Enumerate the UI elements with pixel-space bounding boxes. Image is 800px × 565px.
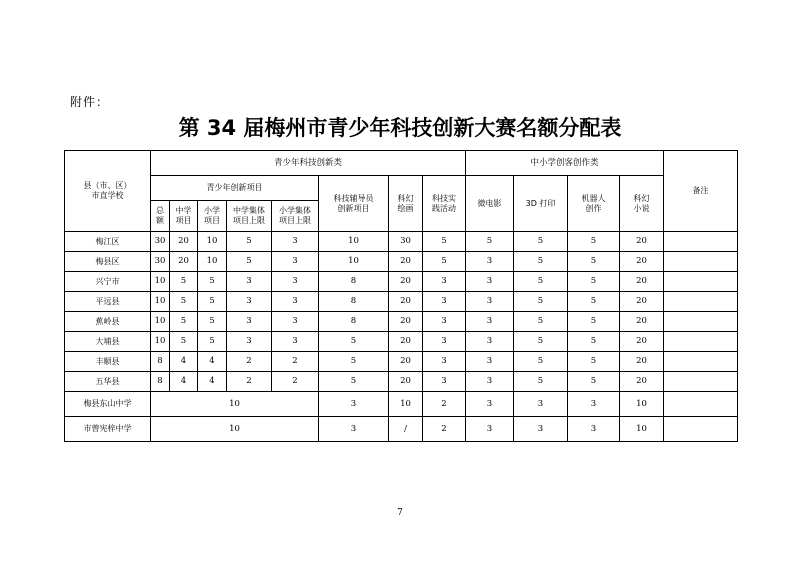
table-cell: 5 [466,232,514,252]
row-name-cell: 兴宁市 [65,272,151,292]
table-cell: 20 [620,232,664,252]
table-cell: 5 [198,312,227,332]
header-robot: 机器人 创作 [568,176,620,232]
table-cell: 30 [389,232,423,252]
table-cell: 3 [272,252,319,272]
table-cell: 20 [620,292,664,312]
row-name-cell: 梅江区 [65,232,151,252]
table-cell: 3 [466,252,514,272]
table-cell: 10 [151,272,170,292]
table-cell: 10 [151,312,170,332]
header-middle: 中学 项目 [170,201,198,232]
table-cell: 3 [227,312,272,332]
table-cell: 2 [227,352,272,372]
table-cell: 5 [170,312,198,332]
table-cell: 8 [319,272,389,292]
table-cell: 20 [389,372,423,392]
table-cell: 3 [272,272,319,292]
header-group-maker: 中小学创客创作类 [466,151,664,176]
table-cell: 10 [151,292,170,312]
table-cell: 3 [466,352,514,372]
table-cell: 3 [466,417,514,442]
table-cell: 5 [198,272,227,292]
table-cell: 20 [389,312,423,332]
table-cell: 20 [389,252,423,272]
header-primary: 小学 项目 [198,201,227,232]
table-cell: 3 [423,352,466,372]
table-cell: 5 [568,372,620,392]
table-cell: 3 [466,292,514,312]
page-title: 第 34 届梅州市青少年科技创新大赛名额分配表 [178,116,622,140]
table-cell [664,392,738,417]
table-cell: 5 [198,332,227,352]
table-cell: 8 [319,312,389,332]
table-cell: 5 [423,232,466,252]
header-county: 县（市、区） 市直学校 [65,151,151,232]
table-cell: 5 [170,272,198,292]
table-cell: 3 [227,332,272,352]
table-cell: 5 [227,252,272,272]
table-cell: 3 [272,332,319,352]
table-cell [664,417,738,442]
table-cell: 5 [568,332,620,352]
table-cell: / [389,417,423,442]
table-cell: 4 [170,352,198,372]
table-cell [664,312,738,332]
table-cell: 8 [151,352,170,372]
table-cell: 3 [423,372,466,392]
table-cell: 5 [568,272,620,292]
table-cell: 2 [227,372,272,392]
table-cell: 4 [198,372,227,392]
table-cell: 2 [423,392,466,417]
table-cell: 10 [151,332,170,352]
header-remarks: 备注 [664,151,738,232]
table-cell: 3 [272,312,319,332]
table-cell: 5 [423,252,466,272]
table-row [65,292,738,312]
table-cell: 10 [319,232,389,252]
row-name-cell: 丰顺县 [65,352,151,372]
table-cell: 20 [389,352,423,372]
table-cell: 20 [620,252,664,272]
table-cell: 20 [620,332,664,352]
table-cell: 5 [198,292,227,312]
header-primary-group: 小学集体 项目上限 [272,201,319,232]
table-cell: 3 [319,417,389,442]
table-cell: 5 [568,252,620,272]
table-cell: 20 [620,352,664,372]
table-cell: 3 [466,312,514,332]
table-cell: 5 [568,352,620,372]
table-cell: 4 [170,372,198,392]
table-cell: 3 [514,392,568,417]
page-number: 7 [397,508,403,518]
table-cell: 5 [568,232,620,252]
table-cell [664,232,738,252]
table-cell: 5 [319,352,389,372]
row-name-cell: 市曾宪梓中学 [65,417,151,442]
table-cell [664,332,738,352]
table-cell: 5 [170,332,198,352]
table-cell: 3 [423,332,466,352]
table-cell: 5 [568,292,620,312]
table-cell: 2 [272,372,319,392]
table-cell: 3 [466,332,514,352]
table-cell: 10 [319,252,389,272]
table-cell: 30 [151,252,170,272]
table-cell: 10 [198,252,227,272]
table-row [65,372,738,392]
table-cell: 5 [514,272,568,292]
table-body [65,232,738,392]
table-cell: 20 [620,272,664,292]
table-school-body [65,392,738,442]
header-micro-film: 微电影 [466,176,514,232]
table-cell: 5 [319,332,389,352]
attachment-label: 附件： [70,95,110,109]
table-cell: 4 [198,352,227,372]
table-row [65,232,738,252]
table-cell [664,352,738,372]
table-cell: 20 [170,232,198,252]
header-practice: 科技实 践活动 [423,176,466,232]
table-cell: 3 [227,272,272,292]
table-cell: 20 [389,292,423,312]
table-cell: 3 [568,392,620,417]
table-cell: 5 [514,252,568,272]
table-cell: 3 [466,372,514,392]
table-cell: 2 [272,352,319,372]
table-cell: 20 [620,372,664,392]
table-cell: 5 [514,372,568,392]
table-cell: 20 [389,332,423,352]
header-3d-print: 3D 打印 [514,176,568,232]
table-cell [664,272,738,292]
header-group-innovation: 青少年科技创新类 [151,151,466,176]
header-youth-projects: 青少年创新项目 [151,176,319,201]
table-cell: 10 [151,392,319,417]
table-cell: 3 [319,392,389,417]
table-cell [664,292,738,312]
table-cell: 5 [514,232,568,252]
table-cell: 20 [620,312,664,332]
table-cell: 5 [514,332,568,352]
header-middle-group: 中学集体 项目上限 [227,201,272,232]
table-cell: 10 [198,232,227,252]
header-sci-novel: 科幻 小说 [620,176,664,232]
table-cell [664,252,738,272]
row-name-cell: 蕉岭县 [65,312,151,332]
table-row [65,252,738,272]
table-cell: 10 [620,417,664,442]
table-cell: 3 [227,292,272,312]
table-cell [664,372,738,392]
table-cell: 3 [423,312,466,332]
table-cell: 5 [319,372,389,392]
table-cell: 2 [423,417,466,442]
table-row [65,332,738,352]
table-row [65,417,738,442]
table-cell: 20 [389,272,423,292]
table-cell: 8 [319,292,389,312]
header-tutor-projects: 科技辅导员 创新项目 [319,176,389,232]
table-cell: 30 [151,232,170,252]
table-cell: 3 [514,417,568,442]
table-cell: 5 [514,312,568,332]
table-cell: 3 [423,272,466,292]
table-row [65,272,738,292]
row-name-cell: 大埔县 [65,332,151,352]
allocation-table [64,150,738,442]
table-cell: 10 [151,417,319,442]
table-cell: 3 [272,232,319,252]
table-cell: 3 [272,292,319,312]
table-cell: 5 [514,292,568,312]
table-cell: 8 [151,372,170,392]
row-name-cell: 梅县东山中学 [65,392,151,417]
header-sci-painting: 科幻 绘画 [389,176,423,232]
table-cell: 3 [423,292,466,312]
table-cell: 3 [466,272,514,292]
table-cell: 3 [568,417,620,442]
table-cell: 5 [568,312,620,332]
row-name-cell: 平远县 [65,292,151,312]
table-cell: 3 [466,392,514,417]
row-name-cell: 梅县区 [65,252,151,272]
table-row [65,352,738,372]
table-row [65,392,738,417]
table-cell: 10 [389,392,423,417]
table-cell: 5 [514,352,568,372]
table-cell: 5 [170,292,198,312]
table-row [65,312,738,332]
table-cell: 5 [227,232,272,252]
table-cell: 20 [170,252,198,272]
table-cell: 10 [620,392,664,417]
table-header [65,151,738,232]
header-total: 总 额 [151,201,170,232]
row-name-cell: 五华县 [65,372,151,392]
